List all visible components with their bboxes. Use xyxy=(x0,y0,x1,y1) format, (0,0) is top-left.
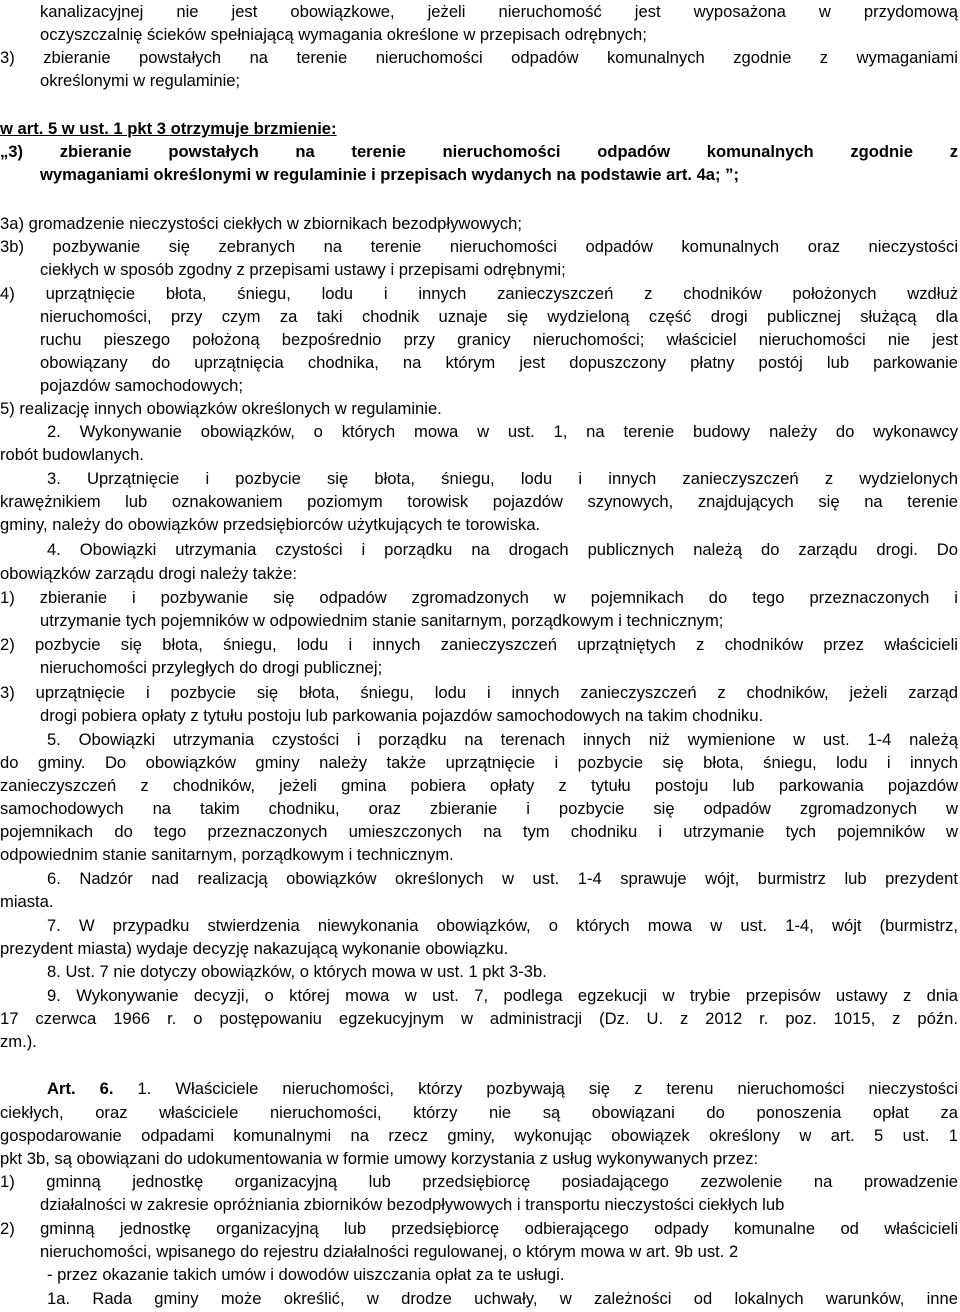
text-line xyxy=(47,1287,958,1310)
text-line-content: obowiązany do uprzątnięcia chodnika, na którym jest dopuszczony płatny postój lub parkowanie xyxy=(40,353,958,372)
text-line xyxy=(47,728,958,751)
text-line xyxy=(40,1240,738,1263)
text-line-content: 3a) gromadzenie nieczystości ciekłych w zbiornikach bezodpływowych; xyxy=(0,214,523,233)
text-line-content: zm.). xyxy=(0,1032,37,1051)
text-line xyxy=(47,1077,958,1100)
text-line xyxy=(0,443,144,466)
text-line xyxy=(0,774,958,797)
text-line xyxy=(47,914,958,937)
text-line-content: 6. Nadzór nad realizacją obowiązków określonych w ust. 1-4 sprawuje wójt, burmistrz lub prezydent xyxy=(47,869,958,888)
text-line-content: 9. Wykonywanie decyzji, o której mowa w ust. 7, podlega egzekucji w trybie przepisów ustawy z dnia xyxy=(47,986,958,1005)
text-line-content: 1) gminną jednostkę organizacyjną lub przedsiębiorcę posiadającego zezwolenie na prowadzenie xyxy=(0,1172,958,1191)
text-line-content: odpowiednim stanie sanitarnym, porządkowym i technicznym. xyxy=(0,845,454,864)
text-line xyxy=(47,467,958,490)
text-line-content: drogi pobiera opłaty z tytułu postoju lub parkowania pojazdów samochodowych na takim chodniku. xyxy=(40,706,764,725)
text-line xyxy=(47,984,958,1007)
text-line xyxy=(0,1101,958,1124)
text-line-content: ruchu pieszego położoną bezpośrednio przy granicy nieruchomości; właściciel nieruchomości nie jest xyxy=(40,330,958,349)
text-line xyxy=(0,633,958,656)
text-line xyxy=(40,374,243,397)
text-line-content: ciekłych w sposób zgodny z przepisami ustawy i przepisami odrębnymi; xyxy=(40,260,566,279)
text-line xyxy=(0,681,958,704)
text-line-content: nieruchomości przyległych do drogi publicznej; xyxy=(40,658,383,677)
text-line xyxy=(0,513,540,536)
text-line-content: robót budowlanych. xyxy=(0,445,144,464)
text-line xyxy=(0,397,442,420)
text-line xyxy=(0,751,958,774)
text-line xyxy=(40,656,382,679)
text-line-content: nieruchomości, wpisanego do rejestru działalności regulowanej, o którym mowa w art. 9b ust. 2 xyxy=(40,1242,739,1261)
text-line xyxy=(40,0,958,23)
text-line-content: 4) uprzątnięcie błota, śniegu, lodu i innych zanieczyszczeń z chodników położonych wzdłuż xyxy=(0,284,958,303)
text-line xyxy=(0,937,508,960)
text-line-content: 2. Wykonywanie obowiązków, o których mowa w ust. 1, na terenie budowy należy do wykonawcy xyxy=(47,422,958,441)
text-line-content: pojemnikach do tego przeznaczonych umieszczonych na tym chodniku i utrzymanie tych pojemników w xyxy=(0,822,958,841)
text-line-content: 5) realizację innych obowiązków określonych w regulaminie. xyxy=(0,399,442,418)
text-line-content: 3) uprzątnięcie i pozbycie się błota, śniegu, lodu i innych zanieczyszczeń z chodników, jeżeli zarząd xyxy=(0,683,958,702)
text-line-content: prezydent miasta) wydaje decyzję nakazującą wykonanie obowiązku. xyxy=(0,939,509,958)
text-line xyxy=(40,704,763,727)
text-line-content: 2) gminną jednostkę organizacyjną lub przedsiębiorcę odbierającego odpady komunalne od właścicieli xyxy=(0,1219,958,1238)
article-number: Art. 6. xyxy=(47,1079,114,1098)
text-line-content: 3) zbieranie powstałych na terenie nieruchomości odpadów komunalnych zgodnie z wymaganiami xyxy=(0,48,958,67)
text-line xyxy=(0,1124,958,1147)
text-line xyxy=(40,328,958,351)
text-line xyxy=(40,351,958,374)
text-line-content: pkt 3b, są obowiązani do udokumentowania w formie umowy korzystania z usług wykonywanych przez: xyxy=(0,1149,759,1168)
text-line-content: 3. Uprzątnięcie i pozbycie się błota, śniegu, lodu i innych zanieczyszczeń z wydzielonych xyxy=(47,469,958,488)
text-line xyxy=(0,562,297,585)
text-line xyxy=(0,1007,958,1030)
text-line-content: 5. Obowiązki utrzymania czystości i porządku na terenach innych niż wymienione w ust. 1-4 należą xyxy=(47,730,958,749)
text-line-content: w art. 5 w ust. 1 pkt 3 otrzymuje brzmienie: xyxy=(0,119,337,138)
text-line xyxy=(0,843,454,866)
text-line xyxy=(0,282,958,305)
text-line-content: 1a. Rada gminy może określić, w drodze uchwały, w zależności od lokalnych warunków, inne xyxy=(47,1289,958,1308)
text-line-content: utrzymanie tych pojemników w odpowiednim stanie sanitarnym, porządkowym i technicznym; xyxy=(40,611,724,630)
text-line-content: 3b) pozbywanie się zebranych na terenie nieruchomości odpadów komunalnych oraz nieczystości xyxy=(0,237,958,256)
text-line-content: 8. Ust. 7 nie dotyczy obowiązków, o których mowa w ust. 1 pkt 3-3b. xyxy=(47,962,547,981)
text-line xyxy=(0,890,53,913)
text-line-content: do gminy. Do obowiązków gminy należy także uprzątnięcie i pozbycie się błota, śniegu, lodu i innych xyxy=(0,753,958,772)
text-line xyxy=(47,538,958,561)
text-line-content: miasta. xyxy=(0,892,54,911)
text-line-content: - przez okazanie takich umów i dowodów uiszczania opłat za te usługi. xyxy=(47,1265,565,1284)
text-line xyxy=(40,69,240,92)
text-line xyxy=(0,1147,758,1170)
text-line-content: obowiązków zarządu drogi należy także: xyxy=(0,564,298,583)
text-line-content: 2) pozbycie się błota, śniegu, lodu i innych zanieczyszczeń uprzątniętych z chodników przez właścicieli xyxy=(0,635,958,654)
text-line-content: oczyszczalnię ścieków spełniającą wymagania określone w przepisach odrębnych; xyxy=(40,25,647,44)
text-line xyxy=(47,1263,564,1286)
text-line-content: 4. Obowiązki utrzymania czystości i porządku na drogach publicznych należą do zarządu drogi. Do xyxy=(47,540,958,559)
text-line xyxy=(0,1030,37,1053)
text-line xyxy=(40,23,647,46)
text-line-content: pojazdów samochodowych; xyxy=(40,376,243,395)
text-line-content: kanalizacyjnej nie jest obowiązkowe, jeżeli nieruchomość jest wyposażona w przydomową xyxy=(40,2,958,21)
text-line xyxy=(0,586,958,609)
text-line-content: 7. W przypadku stwierdzenia niewykonania obowiązków, o których mowa w ust. 1-4, wójt (burmistrz, xyxy=(47,916,958,935)
text-line-content: samochodowych na takim chodniku, oraz zbieranie i pozbycie się odpadów zgromadzonych w xyxy=(0,799,958,818)
text-line-content: nieruchomości, przy czym za taki chodnik uznaje się wydzieloną część drogi publicznej służącą dla xyxy=(40,307,958,326)
text-line xyxy=(0,1170,958,1193)
text-line-content: określonymi w regulaminie; xyxy=(40,71,241,90)
text-line-content: krawężnikiem lub oznakowaniem poziomym torowisk pojazdów szynowych, znajdujących się na terenie xyxy=(0,492,958,511)
text-line-content: gminy, należy do obowiązków przedsiębiorców użytkujących te torowiska. xyxy=(0,515,541,534)
text-line-content: gospodarowanie odpadami komunalnymi na rzecz gminy, wykonując obowiązek określony w art. 5 ust. 1 xyxy=(0,1126,958,1145)
text-line xyxy=(0,1217,958,1240)
text-line xyxy=(47,960,547,983)
text-line-content: ciekłych, oraz właściciele nieruchomości, którzy nie są obowiązani do ponoszenia opłat za xyxy=(0,1103,958,1122)
text-line-content: 17 czerwca 1966 r. o postępowaniu egzekucyjnym w administracji (Dz. U. z 2012 r. poz. 1015, z późn. xyxy=(0,1009,958,1028)
text-line xyxy=(47,420,958,443)
text-line xyxy=(40,1193,784,1216)
text-line xyxy=(0,490,958,513)
text-line-content: 1. Właściciele nieruchomości, którzy pozbywają się z terenu nieruchomości nieczystości xyxy=(137,1079,958,1098)
text-line-content: „3) zbieranie powstałych na terenie nieruchomości odpadów komunalnych zgodnie z xyxy=(0,142,958,161)
text-line-content: 1) zbieranie i pozbywanie się odpadów zgromadzonych w pojemnikach do tego przeznaczonych i xyxy=(0,588,958,607)
text-line xyxy=(0,820,958,843)
text-line xyxy=(40,163,739,186)
text-line xyxy=(0,797,958,820)
text-line xyxy=(47,867,958,890)
text-line-content: wymaganiami określonymi w regulaminie i przepisach wydanych na podstawie art. 4a; ”; xyxy=(40,165,739,184)
text-line xyxy=(40,258,566,281)
text-line xyxy=(40,609,723,632)
text-line xyxy=(0,117,337,140)
text-line xyxy=(0,46,958,69)
text-line xyxy=(0,140,958,163)
text-line xyxy=(0,212,522,235)
text-line-content: zanieczyszczeń z chodników, jeżeli gmina pobiera opłaty z tytułu postoju lub parkowania pojazdów xyxy=(0,776,958,795)
text-line-content: działalności w zakresie opróżniania zbiorników bezodpływowych i transportu nieczystości ciekłych lub xyxy=(40,1195,785,1214)
text-line xyxy=(40,305,958,328)
text-line xyxy=(0,235,958,258)
